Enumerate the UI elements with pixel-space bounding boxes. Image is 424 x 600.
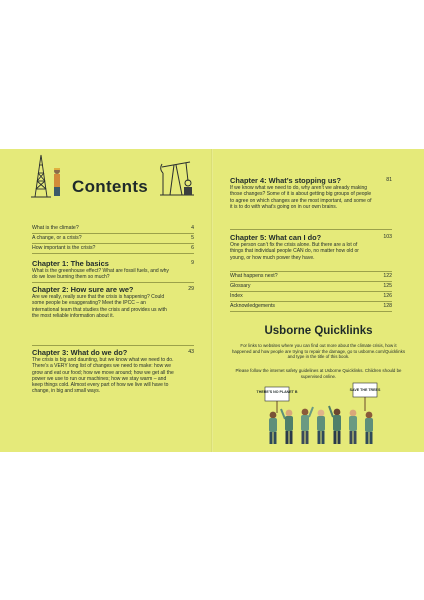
toc-item-label: A change, or a crisis?: [32, 235, 82, 241]
divider: [32, 282, 194, 283]
chapter-page: 9: [191, 260, 194, 266]
quicklinks-title: Usborne Quicklinks: [264, 325, 373, 337]
chapter-page: 29: [188, 286, 194, 292]
toc-item-label: How important is the crisis?: [32, 245, 96, 251]
toc-item-page: 5: [191, 235, 194, 241]
chapter-description: One person can’t fix the crisis alone. But there are a lot of things that individual people CAN do, no matter how old or young, or how much power they have.: [230, 242, 359, 261]
divider: [230, 281, 392, 282]
contents-title: Contents: [72, 177, 149, 196]
chapter-page: 103: [383, 234, 392, 240]
chapter-2-entry[interactable]: [32, 285, 194, 319]
toc-item-page: 126: [383, 293, 392, 299]
chapter-description: Are we really, really sure that the crisis is happening? Could some people be exaggerating? Meet the IPCC – an international team that studies the crisis and provides us with the most reliable information about it.: [32, 294, 167, 319]
chapter-1-entry[interactable]: [32, 259, 194, 281]
toc-item-label: What happens next?: [230, 273, 278, 279]
divider: [230, 229, 392, 230]
left-page: [0, 149, 211, 452]
chapter-description: What is the greenhouse effect? What are fossil fuels, and why do we love burning them so much?: [32, 268, 169, 281]
chapter-page: 81: [386, 177, 392, 183]
oil-rig-icon: [27, 153, 65, 199]
toc-item-label: What is the climate?: [32, 225, 79, 231]
quicklinks-safety-note: Please follow the internet safety guidelines at Usborne Quicklinks. Children should be supervised online.: [235, 368, 402, 379]
chapter-page: 43: [188, 349, 194, 355]
chapter-3-entry[interactable]: [32, 348, 194, 395]
toc-item-page: 122: [383, 273, 392, 279]
divider: [230, 301, 392, 302]
book-spread: [0, 149, 424, 452]
divider: [230, 311, 392, 312]
chapter-title: Chapter 5: What can I do?: [230, 233, 322, 242]
toc-item-page: 4: [191, 225, 194, 231]
chapter-description: The crisis is big and daunting, but we know what we need to do. There’s a VERY long list of changes we need to make: how we grow and eat our food; how we move around; how we get all the power we use to run our machines; how we stay warm – and keep things cold. Almost every part of how we live will have to change, in big and small ways.: [32, 357, 174, 395]
left-sign-text: THERE’S NO PLANET B: [256, 390, 298, 394]
chapter-title: Chapter 2: How sure are we?: [32, 285, 134, 294]
toc-item-label: Index: [230, 293, 243, 299]
divider: [230, 271, 392, 272]
chapter-title: Chapter 3: What do we do?: [32, 348, 128, 357]
toc-item-label: Acknowledgements: [230, 303, 275, 309]
chapter-4-entry[interactable]: [230, 176, 392, 210]
toc-item-page: 125: [383, 283, 392, 289]
divider: [32, 243, 194, 244]
pump-jack-icon: [160, 159, 194, 197]
right-page: [213, 149, 424, 452]
chapter-5-entry[interactable]: [230, 233, 392, 261]
divider: [230, 291, 392, 292]
toc-item-page: 6: [191, 245, 194, 251]
divider: [32, 253, 194, 254]
toc-item-page: 128: [383, 303, 392, 309]
chapter-description: If we know what we need to do, why aren’t we already making those changes? Some of it is about getting big groups of people to agree on which changes are the most important, and some of it is to do with what’s going on in our own brains.: [230, 185, 372, 210]
chapter-title: Chapter 4: What’s stopping us?: [230, 176, 341, 185]
right-sign-text: SAVE THE TREES: [349, 388, 381, 392]
divider: [32, 345, 194, 346]
chapter-title: Chapter 1: The basics: [32, 259, 109, 268]
protesters-illustration: [255, 379, 383, 447]
toc-item-label: Glossary: [230, 283, 251, 289]
divider: [32, 233, 194, 234]
quicklinks-description: For links to websites where you can find out more about the climate crisis, how it happened and how people are trying to repair the damage, go to usborne.com/Quicklinks and type in the title of this book.: [231, 343, 406, 360]
